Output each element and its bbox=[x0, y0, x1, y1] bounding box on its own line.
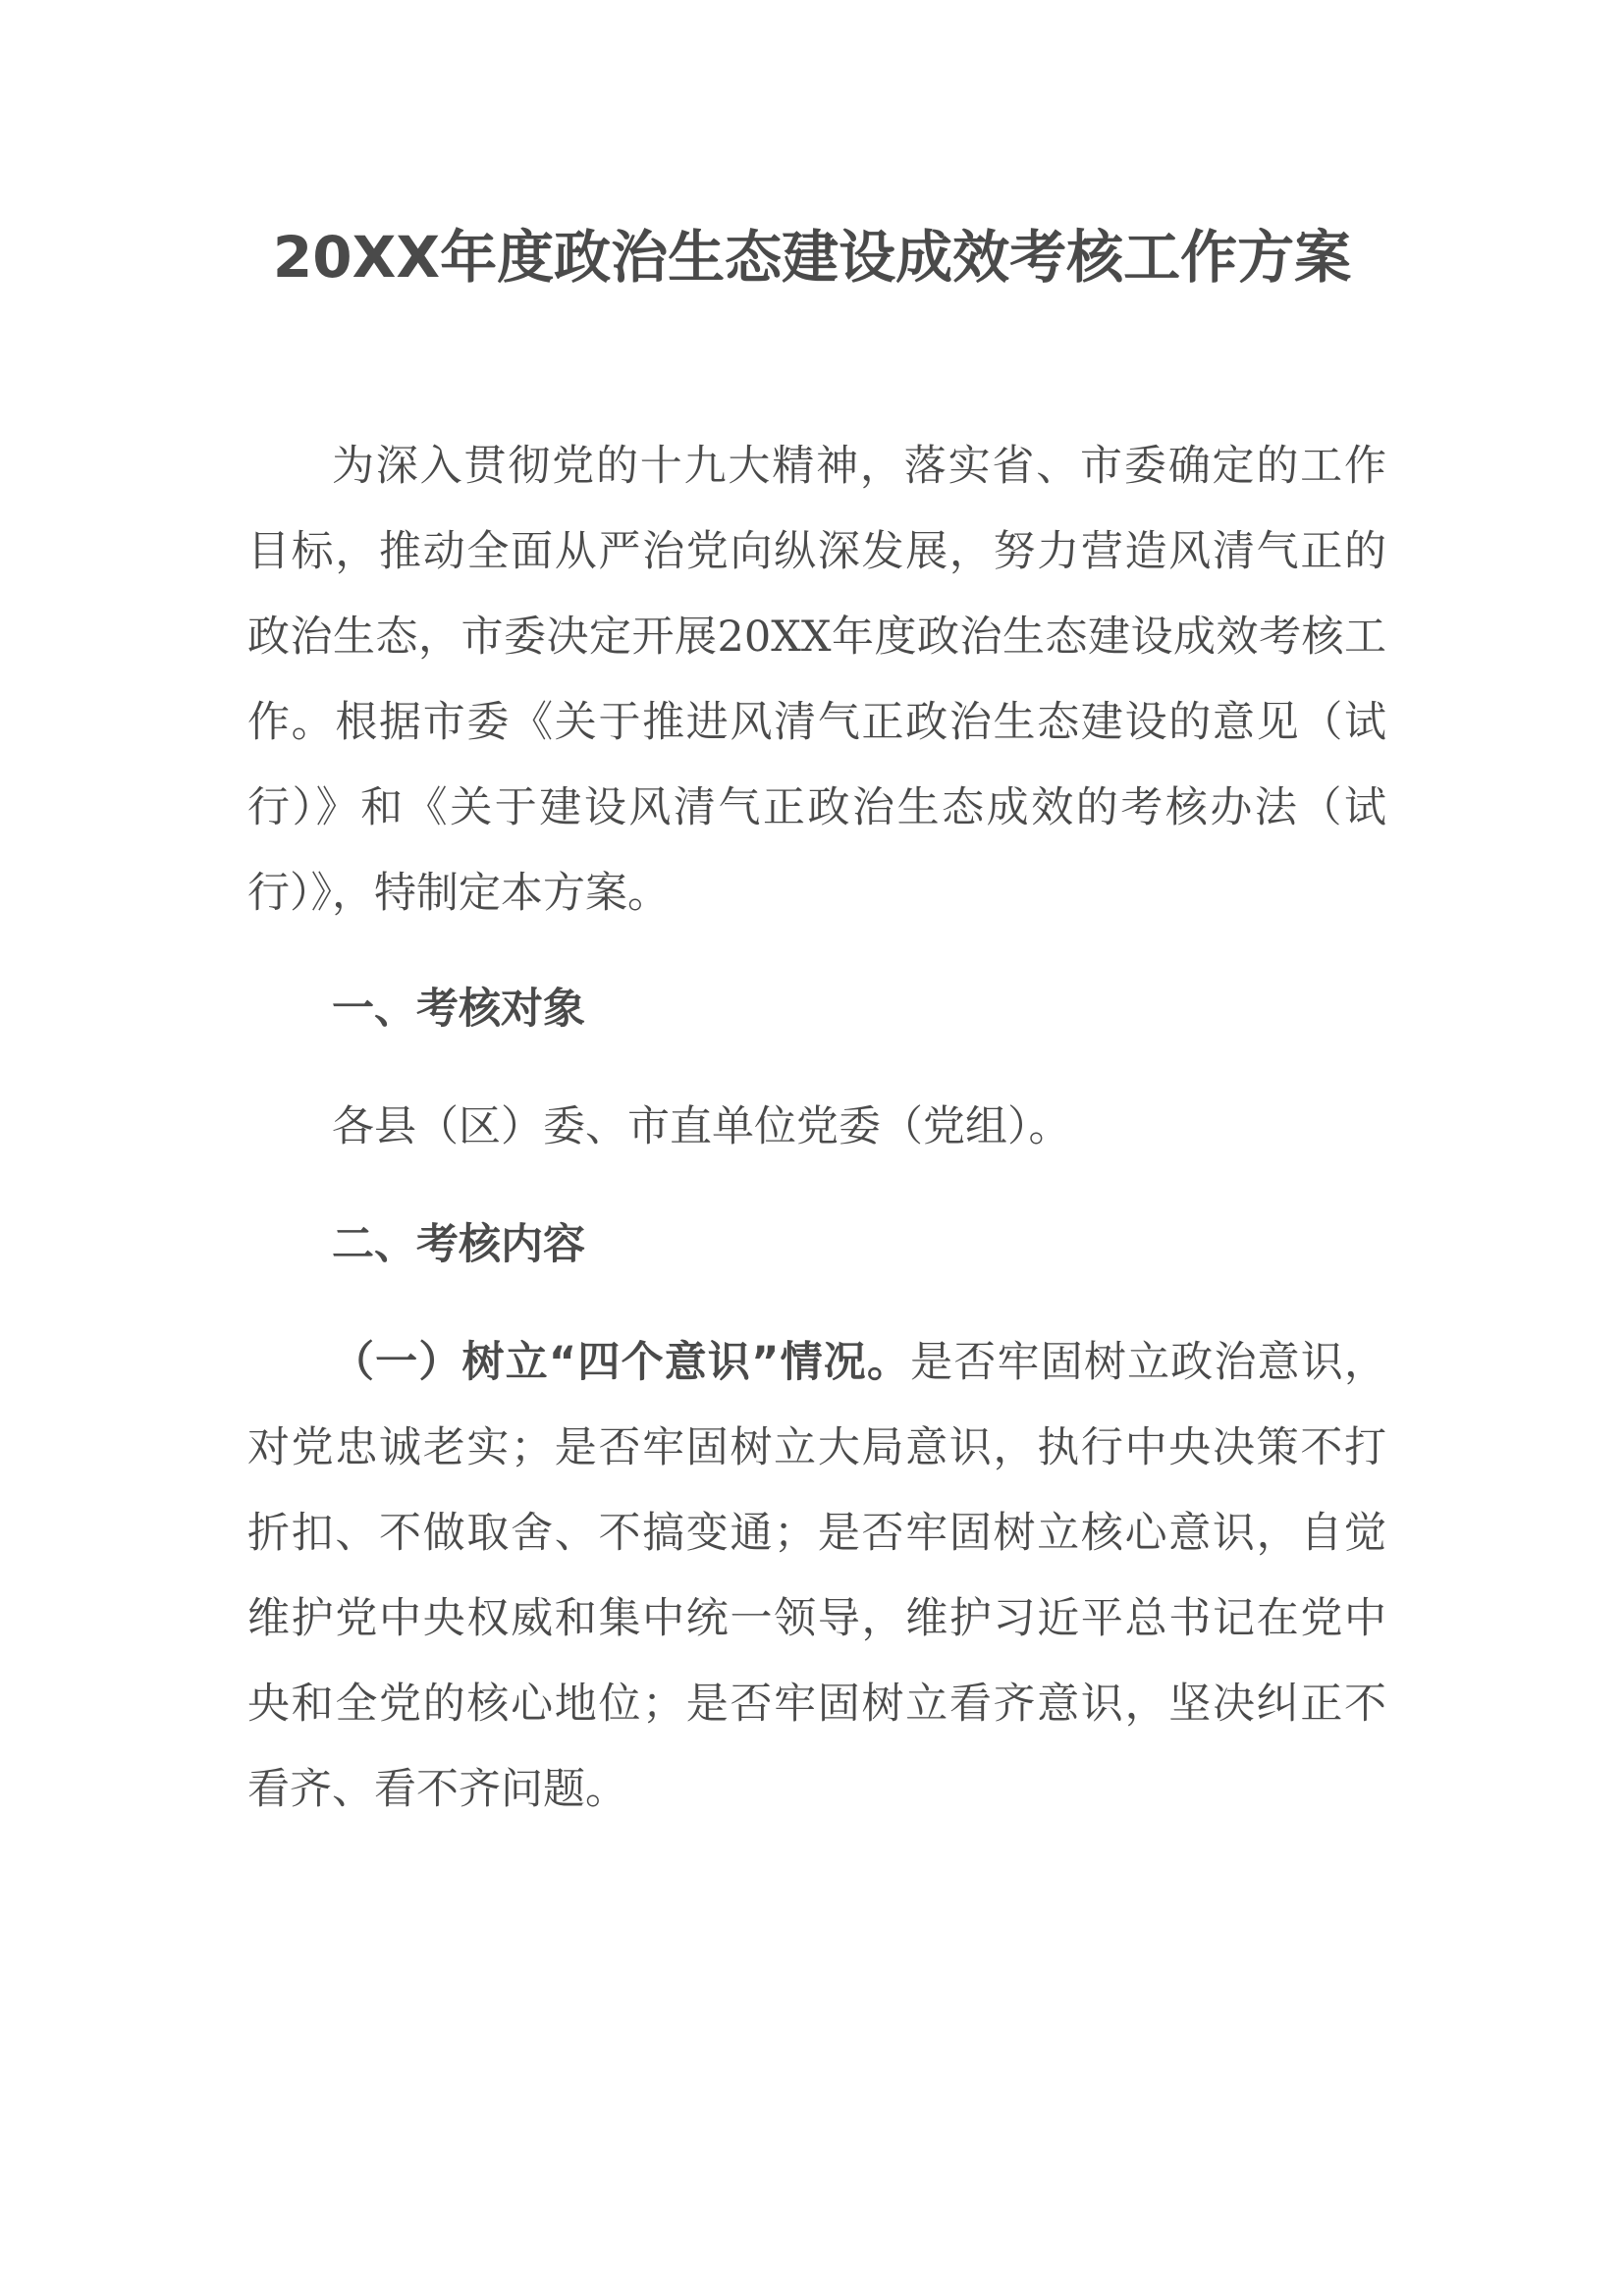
document-title: 20XX年度政治生态建设成效考核工作方案 bbox=[272, 224, 1352, 291]
item-lead-bold: （一）树立“四个意识”情况。 bbox=[332, 1338, 911, 1387]
section-2-item-1-block bbox=[247, 1320, 1386, 1833]
section-heading-assessment-targets: 一、考核对象 bbox=[332, 985, 585, 1034]
four-consciousness-paragraph bbox=[247, 1320, 1386, 1833]
section-1-heading-block bbox=[247, 967, 1386, 1052]
intro-paragraph: 为深入贯彻党的十九大精神，落实省、市委确定的工作目标，推动全面从严治党向纵深发展，努力营造风清气正的政治生态，市委决定开展20XX年度政治生态建设成效考核工作。根据市委《关于推进风清气正政治生态建设的意见（试行）》和《关于建设风清气正政治生态成效的考核办法（试行）》，特制定本方案。 bbox=[247, 442, 1386, 918]
section-heading-assessment-content: 二、考核内容 bbox=[332, 1220, 585, 1269]
section-1-content-block bbox=[247, 1085, 1386, 1170]
section-2-heading-block bbox=[247, 1202, 1386, 1288]
assessment-targets-text: 各县（区）委、市直单位党委（党组）。 bbox=[332, 1102, 1071, 1151]
item-body-text: 是否牢固树立政治意识，对党忠诚老实；是否牢固树立大局意识，执行中央决策不打折扣、不做取舍、不搞变通；是否牢固树立核心意识，自觉维护党中央权威和集中统一领导，维护习近平总书记在党中央和全党的核心地位；是否牢固树立看齐意识，坚决纠正不看齐、看不齐问题。 bbox=[247, 1338, 1387, 1814]
intro-paragraph-block bbox=[247, 424, 1386, 936]
